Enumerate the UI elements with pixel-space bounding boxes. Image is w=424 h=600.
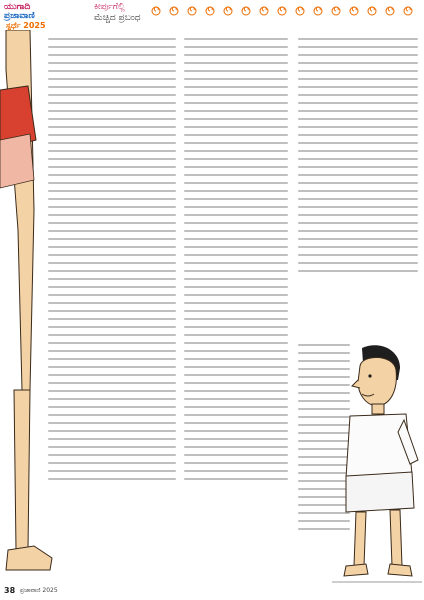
article-column-2 bbox=[184, 34, 288, 582]
article-column-3 bbox=[298, 34, 418, 334]
page-header bbox=[0, 0, 424, 32]
person-illustration bbox=[302, 340, 424, 588]
decorative-swirl-row bbox=[76, 4, 416, 18]
logo-line-2: ಪ್ರಜಾವಾಣಿ bbox=[4, 11, 35, 21]
contest-logo bbox=[4, 2, 74, 30]
logo-line-1: ಯುಗಾದಿ bbox=[4, 2, 31, 12]
logo-line-3: ಸ್ಪರ್ಧೆ 2025 bbox=[6, 21, 46, 30]
page-footer bbox=[0, 584, 424, 600]
article-column-1 bbox=[48, 34, 176, 582]
series-title: ಮೆಚ್ಚಿದ ಪ್ರಬಂಧ bbox=[94, 13, 141, 23]
page-number: 38 bbox=[4, 586, 16, 595]
section-kicker: ಕೀರ್ಪುಗೆಲ್ಲಿ bbox=[94, 2, 125, 12]
footer-credit: ಪ್ರಜಾವಾಣಿ 2025 bbox=[20, 587, 58, 594]
